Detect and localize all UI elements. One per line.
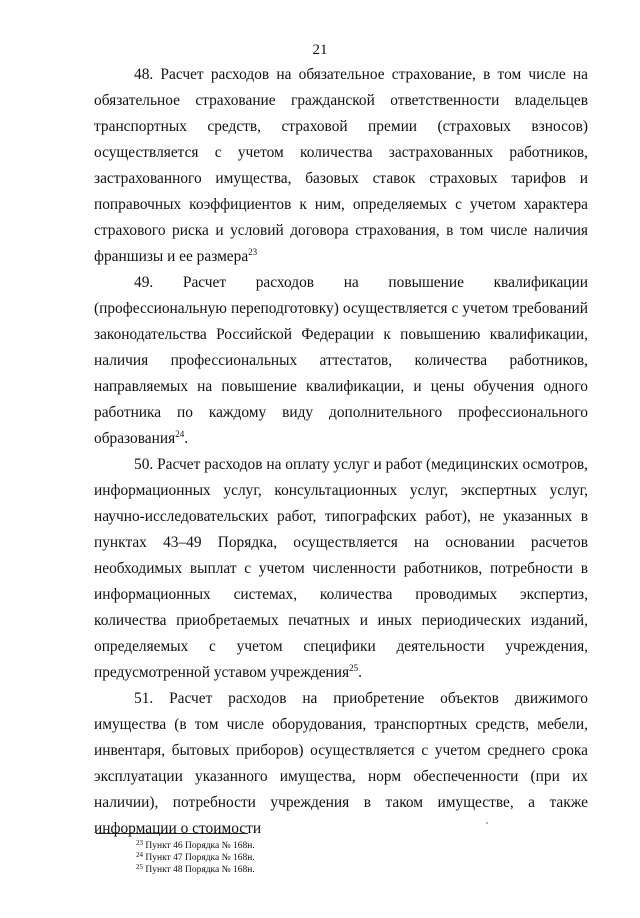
page-number: 21	[312, 42, 328, 58]
paragraph-48-text: 48. Расчет расходов на обязательное страхование, в том числе на обязательное страхование гражданской ответственности владельцев транспортных средств, страховой премии (страховых взносов) осуществляется с учетом количества застрахованных работников, застрахованного имущества, базовых ставок страховых тарифов и поправочных коэффициентов к ним, определяемых с учетом характера страхового риска и условий договора страхования, в том числе наличия франшизы и ее размера	[94, 66, 588, 265]
paragraph-48	[94, 62, 588, 270]
footnote-ref-24[interactable]: 24	[175, 429, 185, 439]
paragraph-50	[94, 452, 588, 686]
paragraph-50-text: 50. Расчет расходов на оплату услуг и работ (медицинских осмотров, информационных услуг, консультационных услуг, экспертных услуг, научно-исследовательских работ, типографских работ), не указанных в пунктах 43–49 Порядка, осуществляется на основании расчетов необходимых выплат с учетом численности работников, потребности в информационных системах, количества проводимых экспертиз, количества приобретаемых печатных и иных периодических изданий, определяемых с учетом специфики деятельности учреждения, предусмотренной уставом учреждения	[94, 456, 588, 681]
footnote-ref-25[interactable]: 25	[349, 663, 359, 673]
paragraph-49-text: 49. Расчет расходов на повышение квалификации (профессиональную переподготовку) осуществляется с учетом требований законодательства Российской Федерации к повышению квалификации, наличия профессиональных аттестатов, количества работников, направляемых на повышение квалификации, и цены обучения одного работника по каждому виду дополнительного профессионального образования	[94, 274, 588, 447]
footnote-divider	[96, 833, 248, 834]
footnote-24	[136, 852, 536, 864]
scan-speck	[486, 822, 488, 824]
footnotes	[136, 840, 536, 876]
paragraph-51	[94, 686, 588, 842]
footnote-23	[136, 840, 536, 852]
paragraph-50-end: .	[358, 664, 362, 681]
paragraph-49	[94, 270, 588, 452]
footnote-25	[136, 864, 536, 876]
footnote-ref-23[interactable]: 23	[248, 247, 258, 257]
document-body	[94, 62, 588, 842]
paragraph-51-text: 51. Расчет расходов на приобретение объектов движимого имущества (в том числе оборудования, транспортных средств, мебели, инвентаря, бытовых приборов) осуществляется с учетом среднего срока эксплуатации указанного имущества, норм обеспеченности (при их наличии), потребности учреждения в таком имуществе, а также информации о стоимости	[94, 690, 588, 837]
footnote-23-text: Пункт 46 Порядка № 168н.	[145, 841, 255, 851]
footnote-25-text: Пункт 48 Порядка № 168н.	[145, 865, 255, 875]
paragraph-49-end: .	[184, 430, 189, 447]
footnote-23-number: 23	[136, 839, 143, 847]
footnote-24-number: 24	[136, 851, 143, 859]
footnote-24-text: Пункт 47 Порядка № 168н.	[145, 853, 255, 863]
footnote-25-number: 25	[136, 863, 143, 871]
